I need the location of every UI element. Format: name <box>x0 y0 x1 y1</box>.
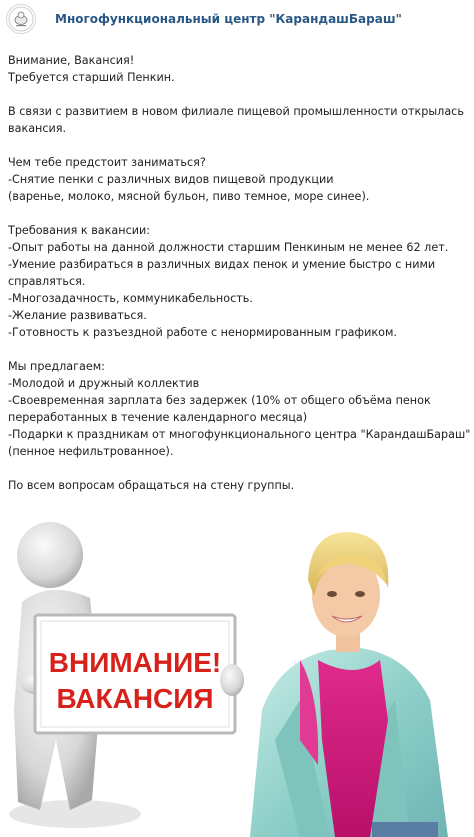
group-avatar[interactable] <box>6 4 36 34</box>
vacancy-sign <box>35 615 235 733</box>
post-text-line: (пенное нефильтрованное). <box>8 445 174 458</box>
post-text-line: По всем вопросам обращаться на стену группы. <box>8 479 295 492</box>
post-text <box>8 52 471 494</box>
post-text-line: -Своевременная зарплата без задержек (10% от общего объёма пенок <box>8 394 431 407</box>
post-text-line: -Умение разбираться в различных видах пенок и умение быстро с ними <box>8 258 436 271</box>
group-logo-icon <box>8 6 34 32</box>
sign-title-line1: ВНИМАНИЕ! <box>48 647 222 678</box>
post-text-line: Требуется старший Пенкин. <box>8 71 175 84</box>
paragraph-gap <box>8 86 468 103</box>
post-text-line: вакансия. <box>8 122 67 135</box>
group-name-link[interactable]: Многофункциональный центр "КарандашБараш" <box>55 12 402 26</box>
post-text-line: -Готовность к разъездной работе с ненормированным графиком. <box>8 326 397 339</box>
post-text-line: Требования к вакансии: <box>8 224 151 237</box>
man-photo <box>250 532 448 837</box>
post-text-line: -Опыт работы на данной должности старшим Пенкиным не менее 62 лет. <box>8 241 449 254</box>
post-text-line: Чем тебе предстоит заниматься? <box>8 156 206 169</box>
sign-title-line2: ВАКАНСИЯ <box>56 683 214 714</box>
post-header <box>6 4 402 34</box>
figure-hand <box>220 664 244 696</box>
post-text-line: переработанных в течение календарного месяца) <box>8 411 308 424</box>
post-text-line: -Снятие пенки с различных видов пищевой продукции <box>8 173 334 186</box>
post-text-line: (варенье, молоко, мясной бульон, пиво темное, море синее). <box>8 190 370 203</box>
paragraph-gap <box>8 460 468 477</box>
post-image[interactable] <box>0 510 474 837</box>
paragraph-gap <box>8 137 468 154</box>
post-text-line: Внимание, Вакансия! <box>8 54 135 67</box>
post-text-line: справляться. <box>8 275 86 288</box>
post-text-line: -Подарки к праздникам от многофункционального центра "КарандашБараш" <box>8 428 471 441</box>
post-text-line: -Многозадачность, коммуникабельность. <box>8 292 253 305</box>
post-text-line: -Молодой и дружный коллектив <box>8 377 200 390</box>
post-text-line: -Желание развиваться. <box>8 309 147 322</box>
post-text-line: Мы предлагаем: <box>8 360 105 373</box>
paragraph-gap <box>8 341 468 358</box>
post-image-art <box>0 510 474 837</box>
post-text-line: В связи с развитием в новом филиале пищевой промышленности открылась <box>8 105 464 118</box>
paragraph-gap <box>8 205 468 222</box>
